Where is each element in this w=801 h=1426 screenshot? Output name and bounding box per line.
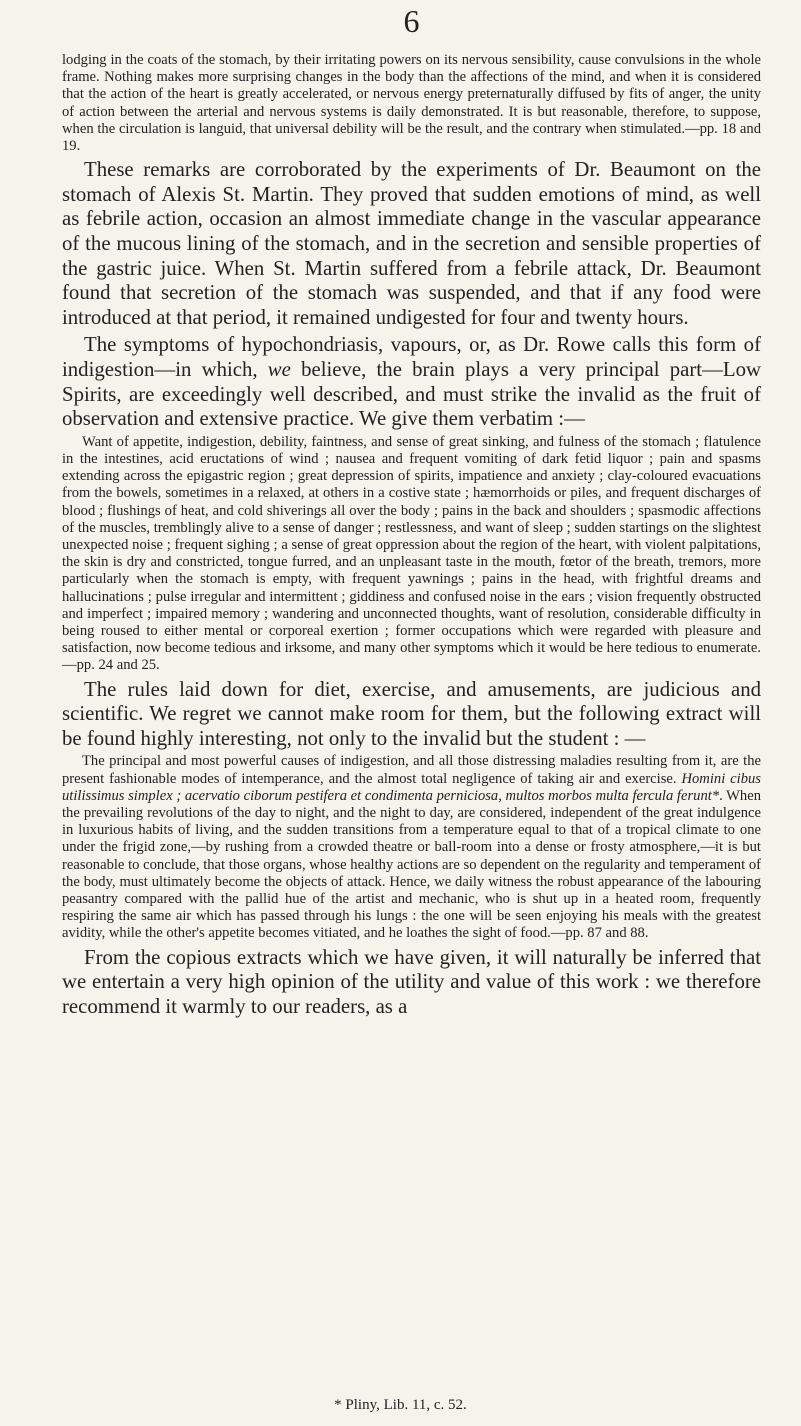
paragraph-rules: The rules laid down for diet, exercise, and amusements, are judicious and scientific. We regret we cannot make room for them, but the following extract will be found highly interesting, not only to the invalid but the student : — [62, 677, 761, 750]
footnote-marker: * [711, 787, 720, 804]
emphasis-we: we [267, 357, 291, 381]
quoted-extract-symptoms: Want of appetite, indigestion, debility, faintness, and sense of great sinking, and fulness of the stomach ; flatulence in the intestines, acid eructations of wind ; nausea and frequent vomiting of dark fetid liquor ; pain and spasms extending across the epigastric region ; great depression of spirits, impatience and anxiety ; clay-coloured evacuations from the bowels, sometimes in a relaxed, at others in a costive state ; hæmorrhoids or piles, and frequent discharges of blood ; flushings of heat, and cold shiverings all over the body ; pains in the back and shoulders ; spasmodic affections of the muscles, tremblingly alive to a sense of danger ; restlessness, and want of sleep ; sudden startings on the slightest unexpected noise ; frequent sighing ; a sense of great oppression about the region of the heart, with violent palpitations, the skin is dry and constricted, tongue furred, and an unpleasant taste in the mouth, fœtor of the breath, tremors, more particularly when the stomach is empty, with frequent yawnings ; pains in the head, with frightful dreams and hallucinations ; pulse irregular and intermittent ; giddiness and confused noise in the ears ; vision frequently obstructed and imperfect ; impaired memory ; wandering and unconnected thoughts, want of resolution, considerable difficulty in being roused to either mental or corporeal exertion ; former occupations which were regarded with pleasure and satisfaction, now become tedious and irksome, and many other symptoms which it would be here tedious to enumerate.—pp. 24 and 25. [62, 433, 761, 674]
extract-text: The principal and most powerful causes of indigestion, and all those distressing maladies resulting from it, are the present fashionable modes of intemperance, and the almost total negligence of taking air and exercise. [62, 753, 761, 787]
paragraph-hypochondriasis [62, 333, 761, 431]
paragraph-text: The symptoms of hypochondriasis, vapours, or, as Dr. Rowe calls this form of indigestion—in which, [62, 333, 761, 381]
paragraph-conclusion: From the copious extracts which we have given, it will naturally be inferred that we entertain a very high opinion of the utility and value of this work : we therefore recommend it warmly to our readers, as a [62, 945, 761, 1018]
latin-quotation: Homini cibus utilissimus simplex ; acervatio ciborum pestifera et condimenta perniciosa, multos morbos multa fercula ferunt [62, 770, 761, 804]
extract-text: . When the prevailing revolutions of the day to night, and the night to day, are considered, independent of the great indulgence in luxurious habits of living, and the sudden transitions from a temperature equal to that of a tropical climate to one under the frigid zone,—by rushing from a crowded theatre or ball-room into a dense or frosty atmosphere,—it is but reasonable to conclude, that those organs, whose healthy actions are so dependent on the regularity and temperament of the body, must ultimately become the objects of attack. Hence, we daily witness the robust appearance of the labouring peasantry compared with the pallid hue of the artist and mechanic, who is shut up in a heated room, frequently respiring the same air which has passed through his lungs : the one will be seen enjoying his meals with the greatest avidity, while the other's appetite becomes vitiated, and he loathes the sight of food.—pp. 87 and 88. [62, 787, 761, 942]
quoted-extract-causes [62, 753, 761, 942]
paragraph-text: believe, the brain plays a very principal part—Low Spirits, are exceedingly well described, and must strike the invalid as the fruit of observation and extensive practice. We give them verbatim :— [62, 357, 761, 431]
quoted-extract-1: lodging in the coats of the stomach, by their irritating powers on its nervous sensibility, cause convulsions in the whole frame. Nothing makes more surprising changes in the body than the affections of the mind, and when it is considered that the action of the heart is greatly accelerated, or nervous energy preternaturally diffused by fits of anger, the unity of action between the arterial and nervous systems is daily demonstrated. It is but reasonable, therefore, to suppose, when the circulation is languid, that universal debility will be the result, and the contrary when stimulated.—pp. 18 and 19. [62, 52, 761, 155]
paragraph-beaumont: These remarks are corroborated by the experiments of Dr. Beaumont on the stomach of Alexis St. Martin. They proved that sudden emotions of mind, as well as febrile action, occasion an almost immediate change in the vascular appearance of the mucous lining of the stomach, and in the secretion and sensible properties of the gastric juice. When St. Martin suffered from a febrile attack, Dr. Beaumont found that secretion of the stomach was suspended, and that if any food were introduced at that period, it remained undigested for four and twenty hours. [62, 158, 761, 329]
page-number: 6 [403, 3, 420, 39]
footnote: * Pliny, Lib. 11, c. 52. [334, 1397, 467, 1413]
